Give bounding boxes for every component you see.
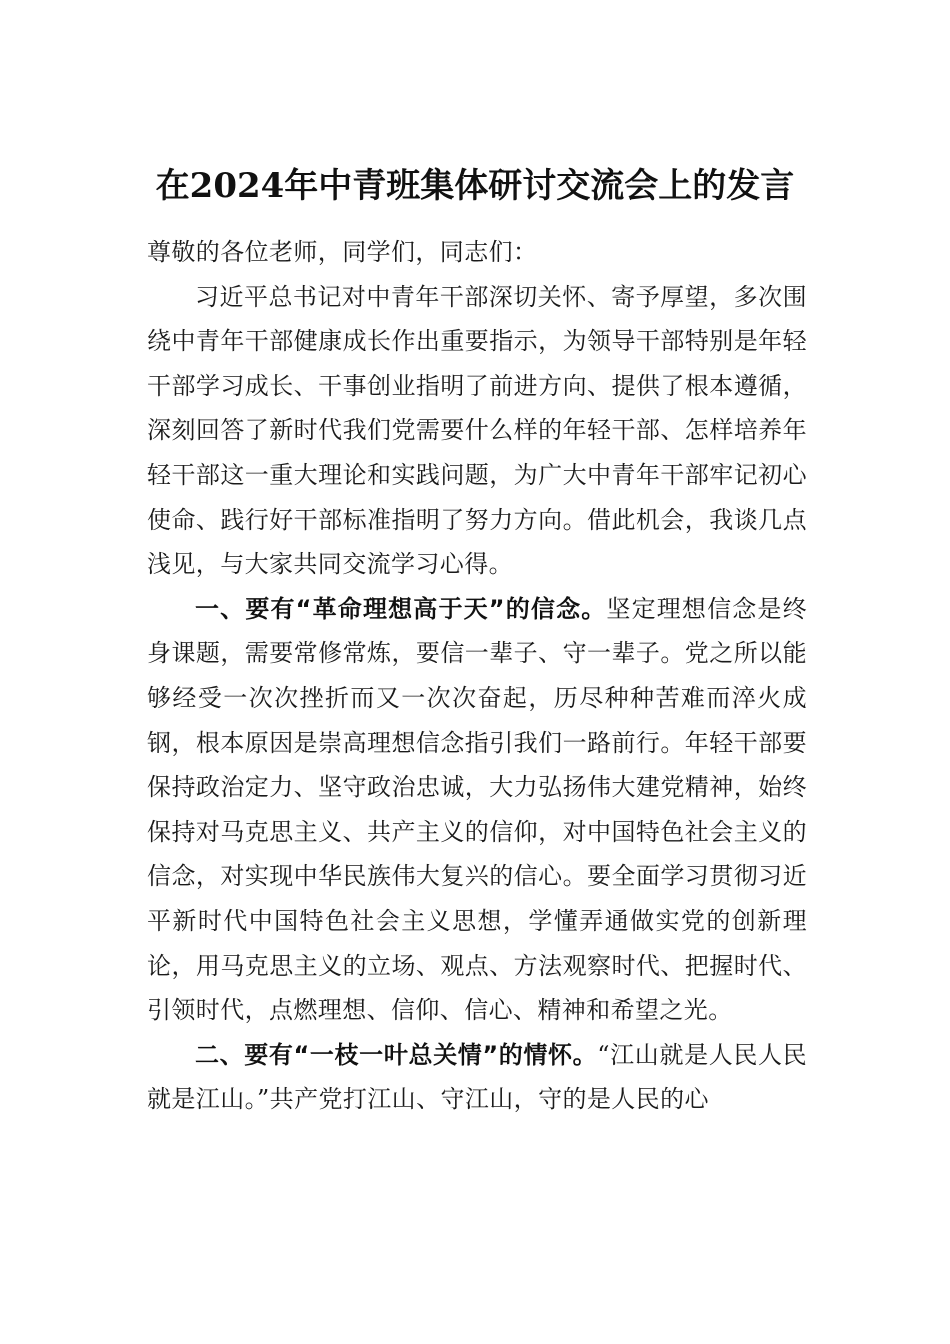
paragraph-section-1 xyxy=(147,587,807,1033)
section-1-heading: 一、要有“革命理想高于天”的信念。 xyxy=(195,594,607,623)
paragraph-section-2 xyxy=(147,1033,807,1122)
paragraph-intro-text: 习近平总书记对中青年干部深切关怀、寄予厚望，多次围绕中青年干部健康成长作出重要指示，为领导干部特别是年轻干部学习成长、干事创业指明了前进方向、提供了根本遵循，深刻回答了新时代我们党需要什么样的年轻干部、怎样培养年轻干部这一重大理论和实践问题，为广大中青年干部牢记初心使命、践行好干部标准指明了努力方向。借此机会，我谈几点浅见，与大家共同交流学习心得。 xyxy=(147,282,807,579)
section-2-text: “江山就是人民人民就是江山。”共产党打江山、守江山，守的是人民的心 xyxy=(147,1040,807,1114)
paragraph-intro xyxy=(147,275,807,587)
section-2-heading: 二、要有“一枝一叶总关情”的情怀。 xyxy=(195,1040,598,1069)
salutation: 尊敬的各位老师，同学们，同志们： xyxy=(147,238,538,266)
section-1-text: 坚定理想信念是终身课题，需要常修常炼，要信一辈子、守一辈子。党之所以能够经受一次次挫折而又一次次奋起，历尽种种苦难而淬火成钢，根本原因是崇高理想信念指引我们一路前行。年轻干部要保持政治定力、坚守政治忠诚，大力弘扬伟大建党精神，始终保持对马克思主义、共产主义的信仰，对中国特色社会主义的信念，对实现中华民族伟大复兴的信心。要全面学习贯彻习近平新时代中国特色社会主义思想，学懂弄通做实党的创新理论，用马克思主义的立场、观点、方法观察时代、把握时代、引领时代，点燃理想、信仰、信心、精神和希望之光。 xyxy=(147,594,807,1025)
document-body xyxy=(147,230,807,1122)
document-title: 在2024年中青班集体研讨交流会上的发言 xyxy=(155,166,795,206)
